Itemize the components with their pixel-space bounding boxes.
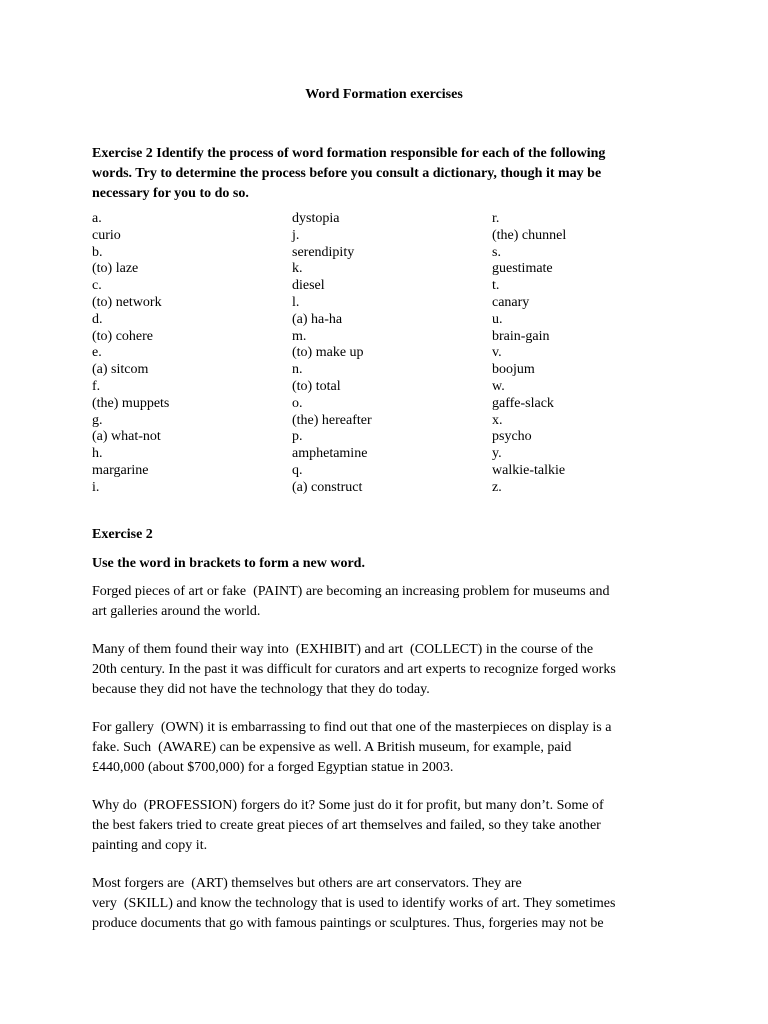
word-list-entry: p. (292, 429, 303, 445)
word-list-entry: psycho (492, 429, 532, 445)
passage-paragraph (92, 796, 682, 856)
passage-line: fake. Such (AWARE) can be expensive as well. A British museum, for example, paid (92, 740, 572, 755)
passage-line: very (SKILL) and know the technology that is used to identify works of art. They sometimes (92, 896, 616, 911)
word-list-entry: s. (492, 244, 501, 260)
word-list-entry: margarine (92, 462, 149, 478)
word-list-grid (92, 211, 692, 497)
word-list-entry: curio (92, 227, 121, 243)
word-list-entry: canary (492, 294, 530, 310)
word-list-entry: (to) network (92, 294, 162, 310)
word-list-entry: (the) hereafter (292, 412, 372, 428)
word-list-entry: h. (92, 446, 103, 462)
word-list-entry: (a) ha-ha (292, 311, 343, 327)
word-list-entry: a. (92, 211, 102, 226)
passage-line: For gallery (OWN) it is embarrassing to find out that one of the masterpieces on display is a (92, 720, 612, 735)
word-list-column-1 (92, 211, 292, 497)
exercise-2-instruction: Use the word in brackets to form a new word. (92, 556, 365, 571)
passage-line: the best fakers tried to create great pieces of art themselves and failed, so they take another (92, 818, 601, 833)
passage-paragraph (92, 874, 682, 934)
passage-paragraph (92, 718, 682, 778)
word-list-entry: (the) chunnel (492, 227, 567, 243)
word-list-column-3 (492, 211, 692, 497)
passage-line: painting and copy it. (92, 838, 208, 853)
word-list-entry: gaffe-slack (492, 395, 554, 411)
word-list-entry: x. (492, 412, 503, 428)
word-list-entry: u. (492, 311, 503, 327)
word-list-entry: e. (92, 345, 102, 361)
word-list-entry: dystopia (292, 211, 340, 226)
passage-line: produce documents that go with famous paintings or sculptures. Thus, forgeries may not be (92, 916, 604, 931)
word-list-entry: w. (492, 378, 505, 394)
word-list-entry: v. (492, 345, 502, 361)
word-list-column-2 (292, 211, 492, 497)
word-list-entry: b. (92, 244, 103, 260)
word-list-entry: serendipity (292, 244, 355, 260)
word-list-entry: f. (92, 378, 101, 394)
word-list-entry: i. (92, 479, 100, 495)
word-list-entry: g. (92, 412, 103, 428)
word-list-entry: guestimate (492, 261, 553, 277)
word-list-entry: (a) sitcom (92, 362, 149, 378)
word-list-entry: (to) total (292, 378, 341, 394)
word-list-entry: (the) muppets (92, 395, 170, 411)
word-list-entry: (to) make up (292, 345, 364, 361)
word-list-entry: y. (492, 446, 502, 462)
word-list-entry: brain-gain (492, 328, 550, 344)
passage-line: art galleries around the world. (92, 604, 261, 619)
word-list-entry: l. (292, 294, 300, 310)
word-list-entry: (to) laze (92, 261, 139, 277)
passage-line: Forged pieces of art or fake (PAINT) are becoming an increasing problem for museums and (92, 584, 610, 599)
word-list-entry: n. (292, 362, 303, 378)
word-list-entry: walkie-talkie (492, 462, 566, 478)
exercise-1-heading (92, 144, 682, 204)
passage-line: Many of them found their way into (EXHIBIT) and art (COLLECT) in the course of the (92, 642, 594, 657)
word-list-entry: t. (492, 278, 500, 294)
document-title: Word Formation exercises (305, 87, 463, 102)
word-list-entry: k. (292, 261, 303, 277)
word-list-entry: r. (492, 211, 500, 226)
word-list-entry: diesel (292, 278, 325, 294)
exercise-1-heading-line: words. Try to determine the process before you consult a dictionary, though it may be (92, 166, 602, 181)
word-list-entry: c. (92, 278, 102, 294)
passage-line: Most forgers are (ART) themselves but others are art conservators. They are (92, 876, 522, 891)
word-list-entry: (a) construct (292, 479, 363, 495)
passage-paragraph (92, 582, 682, 622)
word-list-entry: (to) cohere (92, 328, 154, 344)
word-list-entry: amphetamine (292, 446, 368, 462)
word-list-entry: o. (292, 395, 303, 411)
passage-line: because they did not have the technology that they do today. (92, 682, 430, 697)
passage-line: Why do (PROFESSION) forgers do it? Some just do it for profit, but many don’t. Some of (92, 798, 604, 813)
exercise-1-heading-line: Exercise 2 Identify the process of word formation responsible for each of the following (92, 146, 606, 161)
word-list-entry: (a) what-not (92, 429, 161, 445)
word-list-entry: q. (292, 462, 303, 478)
word-list-entry: boojum (492, 362, 535, 378)
exercise-2-passage (92, 582, 682, 952)
word-list-entry: d. (92, 311, 103, 327)
passage-line: 20th century. In the past it was difficult for curators and art experts to recognize forged works (92, 662, 616, 677)
passage-line: £440,000 (about $700,000) for a forged Egyptian statue in 2003. (92, 760, 454, 775)
word-list-entry: z. (492, 479, 502, 495)
word-list-entry: m. (292, 328, 307, 344)
passage-paragraph (92, 640, 682, 700)
exercise-1-heading-line: necessary for you to do so. (92, 186, 249, 201)
word-list-entry: j. (292, 227, 300, 243)
exercise-2-title: Exercise 2 (92, 527, 153, 542)
